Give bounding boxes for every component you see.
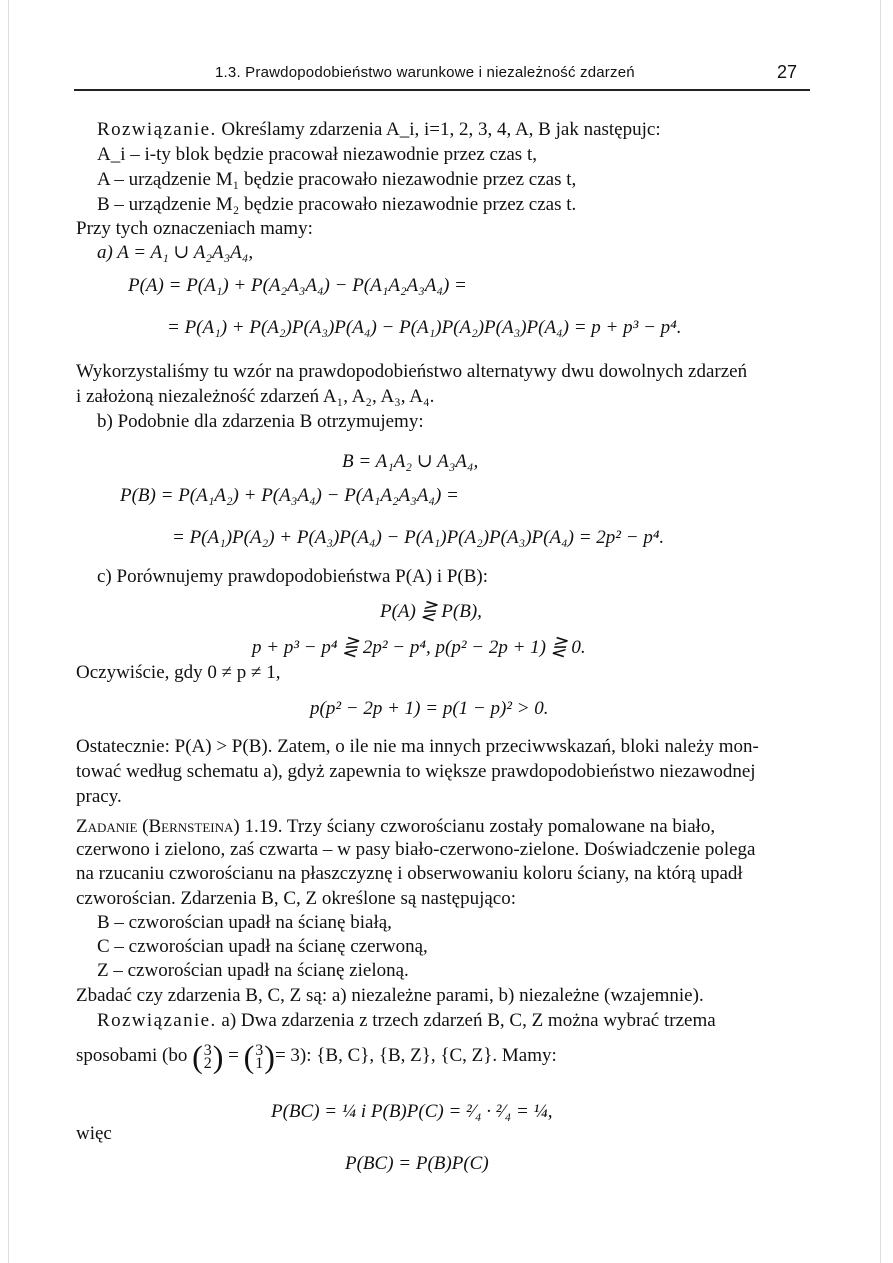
part-a-formula: a) A = A₁ ∪ A₂A₃A₄, [97, 242, 254, 263]
obviously-line: Oczywiście, gdy 0 ≠ p ≠ 1, [76, 662, 281, 683]
conclusion-2: tować według schematu a), gdyż zapewnia to większe prawdopodobieństwo niezawodnej [76, 761, 756, 782]
definition-ai: A_i – i-ty blok będzie pracował niezawodnie przez czas t, [97, 144, 537, 165]
problem-line-3: na rzucaniu czworościanu na płaszczyznę i obserwowaniu koloru ściany, na którą upadł [76, 863, 743, 884]
header-rule [74, 89, 810, 91]
binomial-line: sposobami (bo ( 3 2 ) = ( 3 1 )= 3): {B, C}, {B, Z}, {C, Z}. Mamy: [76, 1038, 557, 1075]
problem-heading: Zadanie (Bernsteina) 1.19. Trzy ściany czworościanu zostały pomalowane na biało, [76, 816, 716, 837]
equation-compare-2: p + p³ − p⁴ ⋛ 2p² − p⁴, p(p² − 2p + 1) ⋛ 0. [252, 637, 586, 658]
binomial-3-2: 3 2 [203, 1041, 212, 1072]
equation-pbc: P(BC) = ¼ i P(B)P(C) = ²⁄₄ · ²⁄₄ = ¼, [271, 1101, 553, 1122]
equation-compare: P(A) ⋛ P(B), [380, 601, 482, 622]
event-def-c: C – czworościan upadł na ścianę czerwoną, [97, 936, 428, 957]
paragraph-wyk-1: Wykorzystaliśmy tu wzór na prawdopodobieństwo alternatywy dwu dowolnych zdarzeń [76, 361, 748, 382]
definition-b: B – urządzenie M₂ będzie pracowało niezawodnie przez czas t. [97, 194, 577, 215]
equation-b-def: B = A₁A₂ ∪ A₃A₄, [342, 451, 479, 472]
page-edge-left [8, 0, 9, 1263]
equation-positive: p(p² − 2p + 1) = p(1 − p)² > 0. [310, 698, 549, 719]
conclusion-1: Ostatecznie: P(A) > P(B). Zatem, o ile nie ma innych przeciwwskazań, bloki należy mon- [76, 736, 759, 757]
part-b-intro: b) Podobnie dla zdarzenia B otrzymujemy: [97, 411, 424, 432]
problem-task: Zbadać czy zdarzenia B, C, Z są: a) niezależne parami, b) niezależne (wzajemnie). [76, 985, 704, 1006]
equation-pa-1: P(A) = P(A₁) + P(A₂A₃A₄) − P(A₁A₂A₃A₄) = [128, 275, 467, 296]
page-number: 27 [777, 62, 798, 82]
paragraph-wyk-2: i założoną niezależność zdarzeń A₁, A₂, A₃, A₄. [76, 386, 435, 407]
definition-a: A – urządzenie M₁ będzie pracowało niezawodnie przez czas t, [97, 169, 577, 190]
part-c-intro: c) Porównujemy prawdopodobieństwa P(A) i P(B): [97, 566, 489, 587]
binomial-3-1: 3 1 [255, 1041, 264, 1072]
equation-pa-2: = P(A₁) + P(A₂)P(A₃)P(A₄) − P(A₁)P(A₂)P(A₃)P(A₄) = p + p³ − p⁴. [167, 317, 682, 338]
equation-pb-1: P(B) = P(A₁A₂) + P(A₃A₄) − P(A₁A₂A₃A₄) = [120, 485, 459, 506]
solution2-heading: Rozwiązanie. a) Dwa zdarzenia z trzech zdarzeń B, C, Z można wybrać trzema [97, 1010, 716, 1031]
equation-independence: P(BC) = P(B)P(C) [345, 1153, 489, 1174]
conclusion-3: pracy. [76, 786, 122, 807]
solution-heading: Rozwiązanie. Określamy zdarzenia A_i, i=1, 2, 3, 4, A, B jak następujc: [97, 119, 661, 140]
event-def-z: Z – czworościan upadł na ścianę zieloną. [97, 960, 409, 981]
equation-pb-2: = P(A₁)P(A₂) + P(A₃)P(A₄) − P(A₁)P(A₂)P(A₃)P(A₄) = 2p² − p⁴. [172, 527, 665, 548]
notation-intro: Przy tych oznaczeniach mamy: [76, 218, 313, 239]
problem-line-4: czworościan. Zdarzenia B, C, Z określone są następująco: [76, 888, 517, 909]
running-header: 1.3. Prawdopodobieństwo warunkowe i niezależność zdarzeń [215, 64, 635, 81]
therefore-word: więc [76, 1123, 112, 1144]
page-edge-right [880, 0, 881, 1263]
event-def-b: B – czworościan upadł na ścianę białą, [97, 912, 392, 933]
problem-line-2: czerwono i zielono, zaś czwarta – w pasy biało-czerwono-zielone. Doświadczenie polega [76, 839, 756, 860]
